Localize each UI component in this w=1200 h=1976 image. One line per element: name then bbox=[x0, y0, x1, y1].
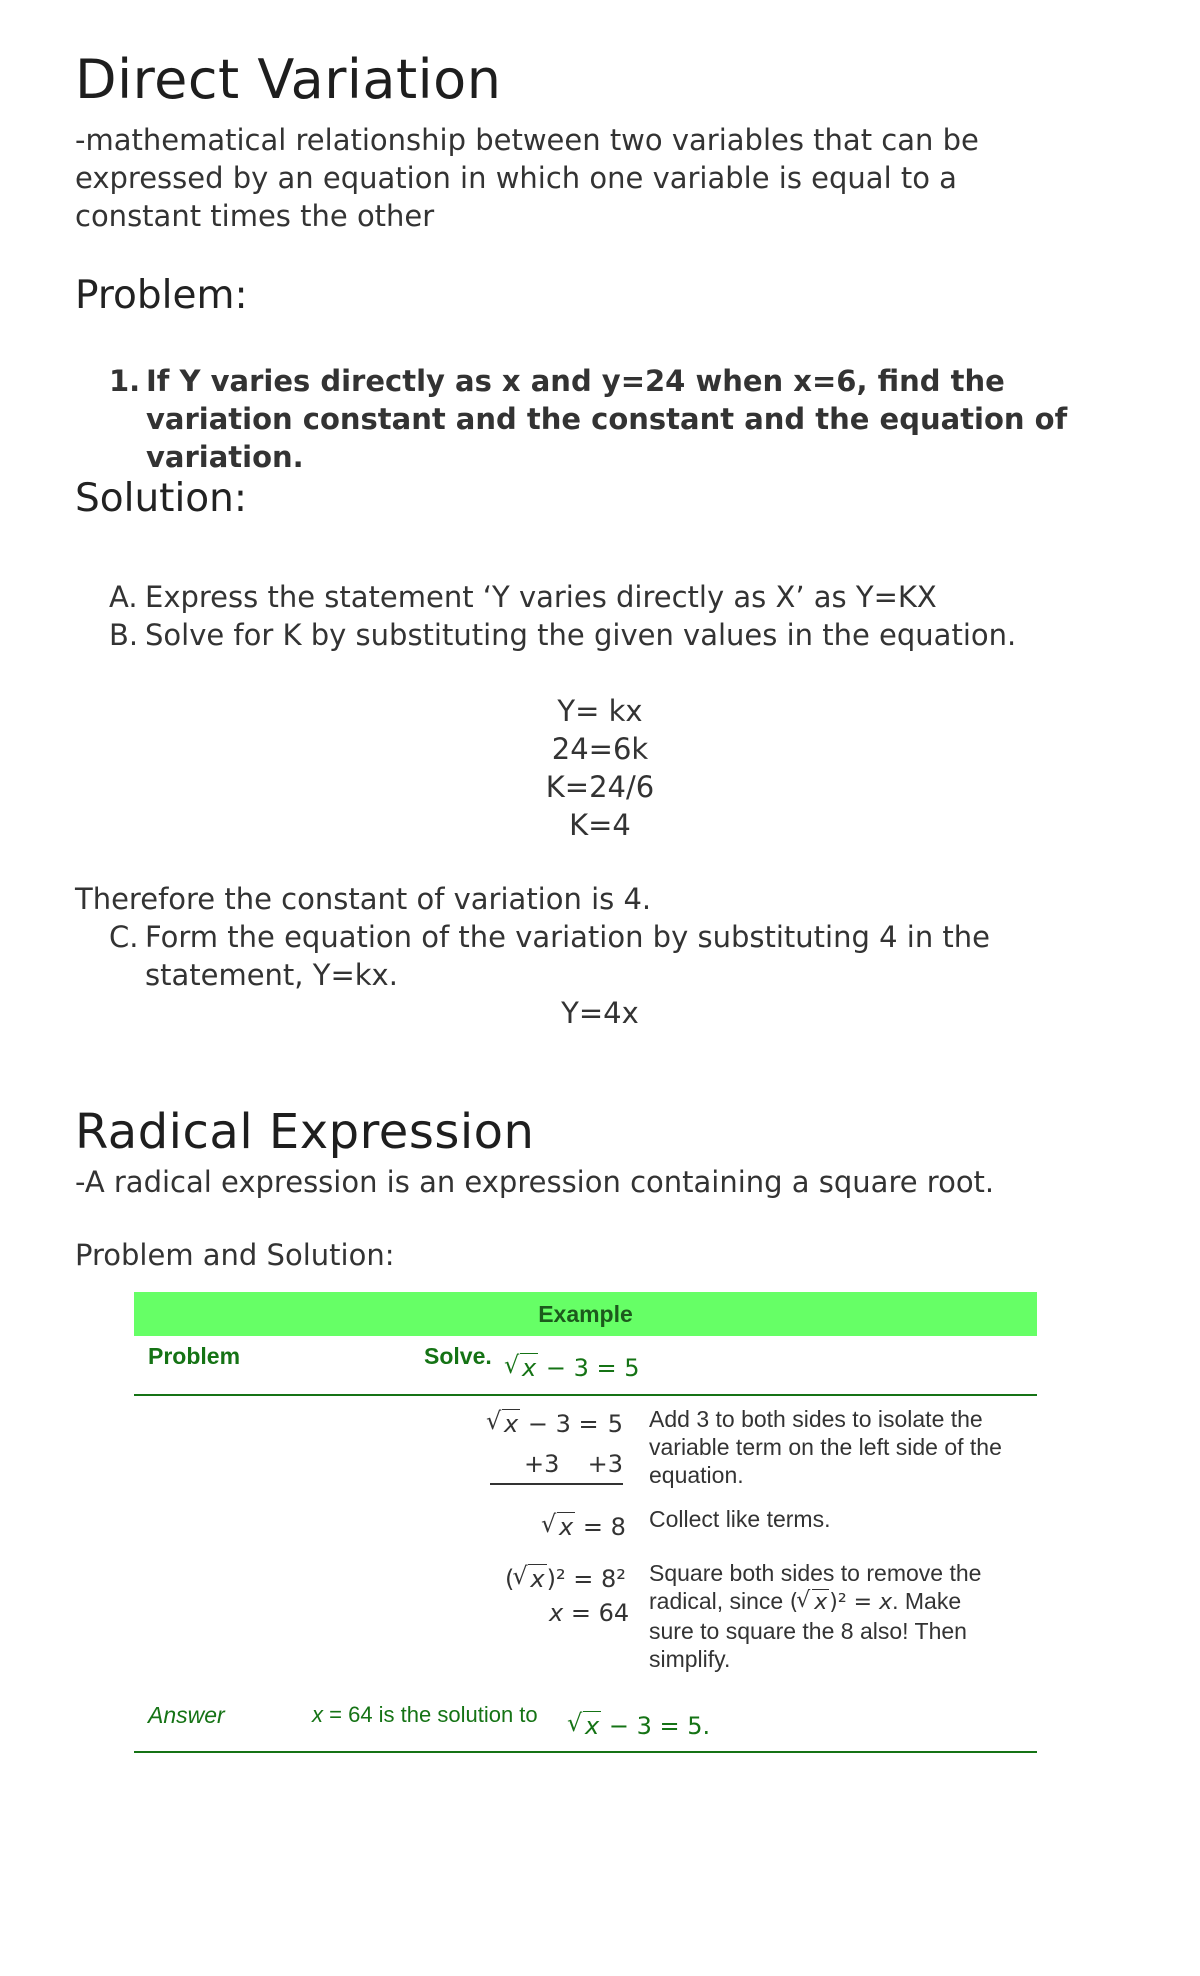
step-b bbox=[109, 616, 1016, 654]
solution-heading: Solution: bbox=[75, 476, 248, 521]
example-header: Example bbox=[134, 1292, 1037, 1336]
problem-heading: Problem: bbox=[75, 273, 248, 318]
answer-text-a: = 64 is the solution to bbox=[329, 1702, 538, 1727]
step1-sum-line bbox=[490, 1483, 623, 1485]
step3-rhs: = 8² bbox=[573, 1565, 626, 1593]
answer-text: x = 64 is the solution to bbox=[312, 1702, 538, 1727]
radical-expression-title: Radical Expression bbox=[75, 1104, 535, 1160]
step-c-text: Form the equation of the variation by substituting 4 in the statement, Y=kx. bbox=[145, 920, 991, 992]
step3-identity: (√ x)² = x bbox=[790, 1590, 892, 1615]
problem-number: 1. bbox=[109, 364, 141, 398]
step1-add bbox=[524, 1450, 623, 1478]
problem-label: Problem bbox=[148, 1343, 241, 1369]
step1-equation: √ x − 3 = 5 bbox=[488, 1410, 623, 1438]
answer-end: . bbox=[702, 1712, 711, 1740]
step2-equation: √ x = 8 bbox=[543, 1513, 626, 1541]
answer-label: Answer bbox=[148, 1702, 225, 1728]
footer-rule bbox=[134, 1751, 1037, 1753]
step1-lhs: − 3 = bbox=[527, 1410, 599, 1438]
work-line: K=24/6 bbox=[545, 770, 655, 804]
work-line: K=4 bbox=[569, 808, 631, 842]
direct-variation-title: Direct Variation bbox=[75, 48, 502, 111]
solve-label: Solve. bbox=[424, 1343, 492, 1369]
problem-item bbox=[109, 362, 1089, 476]
header-rule bbox=[134, 1394, 1037, 1396]
step-b-text: Solve for K by substituting the given values in the equation. bbox=[145, 618, 1017, 652]
step-c-label: C. bbox=[109, 920, 139, 954]
final-equation: Y=4x bbox=[561, 996, 639, 1030]
step-b-label: B. bbox=[109, 618, 139, 652]
problem-and-solution-heading: Problem and Solution: bbox=[75, 1238, 395, 1272]
step3-explanation-b: . Make sure to square the 8 also! Then simplify. bbox=[649, 1588, 967, 1672]
answer-equation-rest: − 3 = 5 bbox=[608, 1712, 703, 1740]
step3-identity-rhs: = x bbox=[853, 1590, 893, 1615]
step1-rhs: 5 bbox=[607, 1410, 623, 1438]
solve-equation: √ x − 3 = 5 bbox=[506, 1354, 640, 1382]
step3-line2-rhs: = 64 bbox=[570, 1599, 630, 1627]
step2-explanation: Collect like terms. bbox=[649, 1506, 831, 1532]
step1-add-right: +3 bbox=[587, 1450, 623, 1478]
work-lines bbox=[450, 692, 750, 844]
radical-expression-definition: -A radical expression is an expression containing a square root. bbox=[75, 1165, 995, 1199]
step3-explanation bbox=[649, 1559, 1009, 1673]
step2-rhs: = 8 bbox=[582, 1513, 626, 1541]
step3-explanation-a: Square both sides to remove the radical, since bbox=[649, 1560, 982, 1614]
step-c bbox=[109, 918, 1079, 994]
step3-equation: (√ x)² = 8² bbox=[505, 1565, 626, 1593]
step3-line2: x = 64 bbox=[549, 1599, 630, 1627]
step-a-text: Express the statement ‘Y varies directly as X’ as Y=KX bbox=[145, 580, 937, 614]
step-a bbox=[109, 578, 937, 616]
work-line: Y= kx bbox=[557, 694, 643, 728]
step1-explanation: Add 3 to both sides to isolate the variable term on the left side of the equation. bbox=[649, 1406, 1002, 1488]
conclusion: Therefore the constant of variation is 4. bbox=[75, 882, 652, 916]
answer-equation: √ x − 3 = 5. bbox=[569, 1712, 710, 1740]
solve-equation-rest: − 3 = 5 bbox=[545, 1354, 640, 1382]
direct-variation-definition: -mathematical relationship between two variables that can be expressed by an equation in which one variable is equal to a constant times the other bbox=[75, 123, 979, 233]
work-line: 24=6k bbox=[551, 732, 649, 766]
problem-text: If Y varies directly as x and y=24 when x=6, find the variation constant and the constant and the equation of variation. bbox=[146, 364, 1068, 474]
step1-add-left: +3 bbox=[524, 1450, 560, 1478]
step-a-label: A. bbox=[109, 580, 138, 614]
